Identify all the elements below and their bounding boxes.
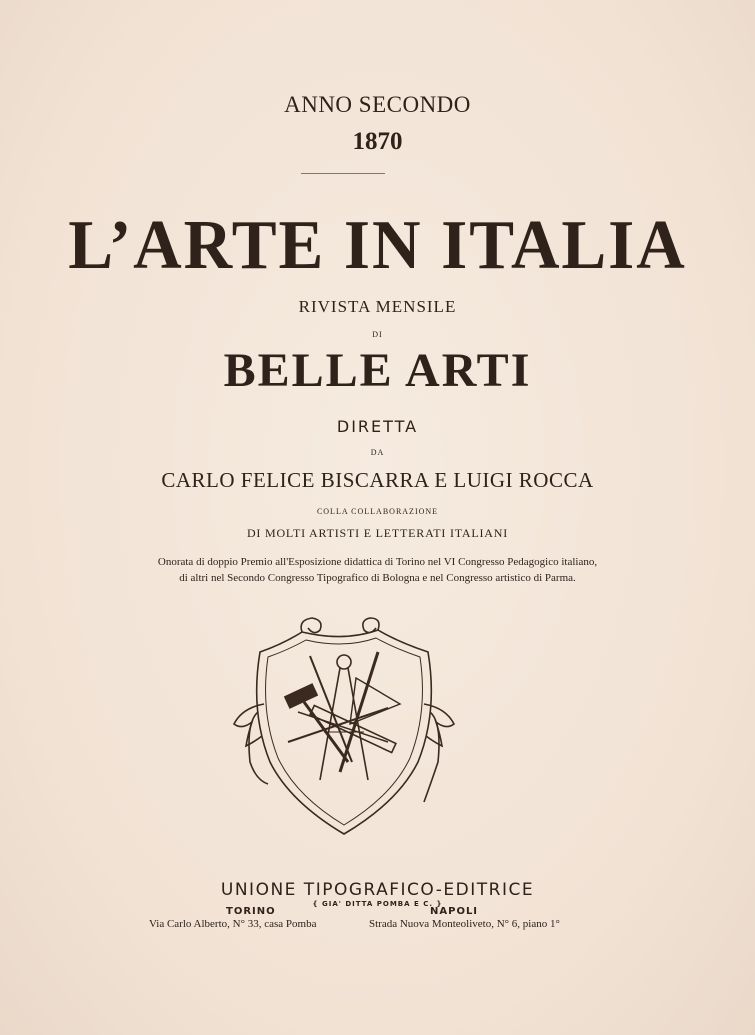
belle-arti-title: BELLE ARTI <box>223 344 532 397</box>
collaborators: DI MOLTI ARTISTI E LETTERATI ITALIANI <box>246 526 509 540</box>
publisher-former-name: { GIA' DITTA POMBA E C. } <box>312 900 443 908</box>
honors-line-1: Onorata di doppio Premio all'Esposizione didattica di Torino nel VI Congresso Pedagogico italiano, <box>157 556 598 568</box>
napoli-label: NAPOLI <box>430 906 479 917</box>
diretta-label: DIRETTA <box>336 417 419 436</box>
authors: CARLO FELICE BISCARRA E LUIGI ROCCA <box>161 468 594 492</box>
colla-label: COLLA COLLABORAZIONE <box>316 507 439 516</box>
shield-emblem-icon <box>228 612 460 837</box>
da-label: DA <box>370 448 385 457</box>
year: 1870 <box>352 128 403 155</box>
publisher-name: UNIONE TIPOGRAFICO-EDITRICE <box>220 880 535 900</box>
napoli-address: Strada Nuova Monteoliveto, N° 6, piano 1° <box>369 918 560 930</box>
subtitle: RIVISTA MENSILE <box>298 297 457 316</box>
di-label: DI <box>372 330 383 339</box>
divider-rule <box>301 173 385 174</box>
torino-address: Via Carlo Alberto, N° 33, casa Pomba <box>149 918 317 930</box>
torino-label: TORINO <box>226 906 276 917</box>
main-title: L’ARTE IN ITALIA <box>68 207 687 284</box>
anno-secondo: ANNO SECONDO <box>284 92 471 117</box>
honors-line-2: di altri nel Secondo Congresso Tipografico di Bologna e nel Congresso artistico di Parma. <box>179 572 576 584</box>
